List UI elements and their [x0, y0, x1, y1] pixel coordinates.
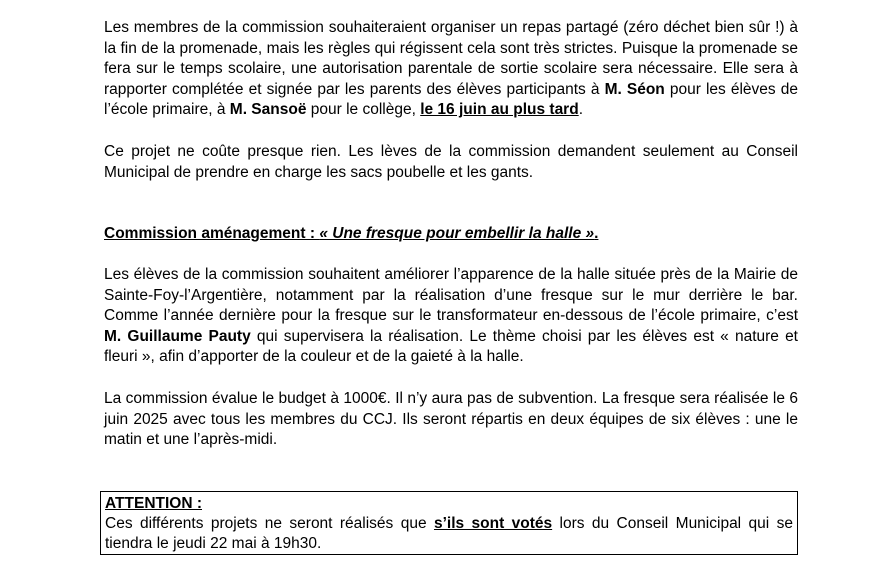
promenade-text-b: pour les élèves de l’école primaire, à: [104, 80, 798, 119]
attention-box: [100, 491, 798, 555]
attention-text-a: Ces différents projets ne seront réalisés que: [105, 515, 434, 532]
heading-title: « Une fresque pour embellir la halle »: [319, 225, 595, 242]
promenade-text-c: pour le collège,: [306, 101, 421, 119]
fresque-text-a: Les élèves de la commission souhaitent améliorer l’apparence de la halle située près de la Mairie de Sainte-Foy-l’Argentière, notamment par la réalisation d’une fresque sur le mur derrière le bar. Comme l’année dernière pour la fresque sur le transformateur en-dessous de l’école primaire, c’est: [104, 266, 798, 325]
budget-paragraph: La commission évalue le budget à 1000€. Il n’y aura pas de subvention. La fresque sera réalisée le 6 juin 2025 avec tous les membres du CCJ. Ils seront répartis en deux équipes de six élèves : une le matin et une l’après-midi.: [104, 390, 798, 449]
cost-paragraph: Ce projet ne coûte presque rien. Les lèves de la commission demandent seulement au Conseil Municipal de prendre en charge les sacs poubelle et les gants.: [104, 143, 798, 181]
teacher-name-primary: M. Séon: [604, 80, 665, 98]
promenade-text-d: .: [578, 101, 583, 119]
promenade-text-a: Les membres de la commission souhaiteraient organiser un repas partagé (zéro déchet bien sûr !) à la fin de la promenade, mais les règles qui régissent cela sont très strictes. Puisque la promenade se fera sur le temps scolaire, une autorisation parentale de sortie scolaire sera nécessaire. Elle sera à rapporter complétée et signée par les parents des élèves participants à: [104, 19, 798, 98]
attention-emphasis: s’ils sont votés: [433, 515, 553, 532]
promenade-paragraph: [104, 18, 798, 121]
heading-end: .: [594, 225, 599, 242]
section-heading-amenagement: [104, 224, 798, 245]
deadline-text: le 16 juin au plus tard: [420, 101, 579, 119]
teacher-name-college: M. Sansoë: [229, 101, 307, 119]
supervisor-name: M. Guillaume Pauty: [104, 327, 251, 345]
fresque-text-b: qui supervisera la réalisation. Le thème choisi par les élèves est « nature et fleuri », afin d’apporter de la couleur et de la gaieté à la halle.: [104, 327, 798, 366]
attention-text-b: lors du Conseil Municipal qui se tiendra le jeudi 22 mai à 19h30.: [105, 515, 793, 552]
heading-label: Commission aménagement :: [104, 225, 320, 242]
fresque-paragraph: [104, 265, 798, 368]
attention-title: ATTENTION :: [105, 495, 203, 512]
attention-text: [105, 514, 793, 554]
attention-title-line: [105, 494, 793, 514]
